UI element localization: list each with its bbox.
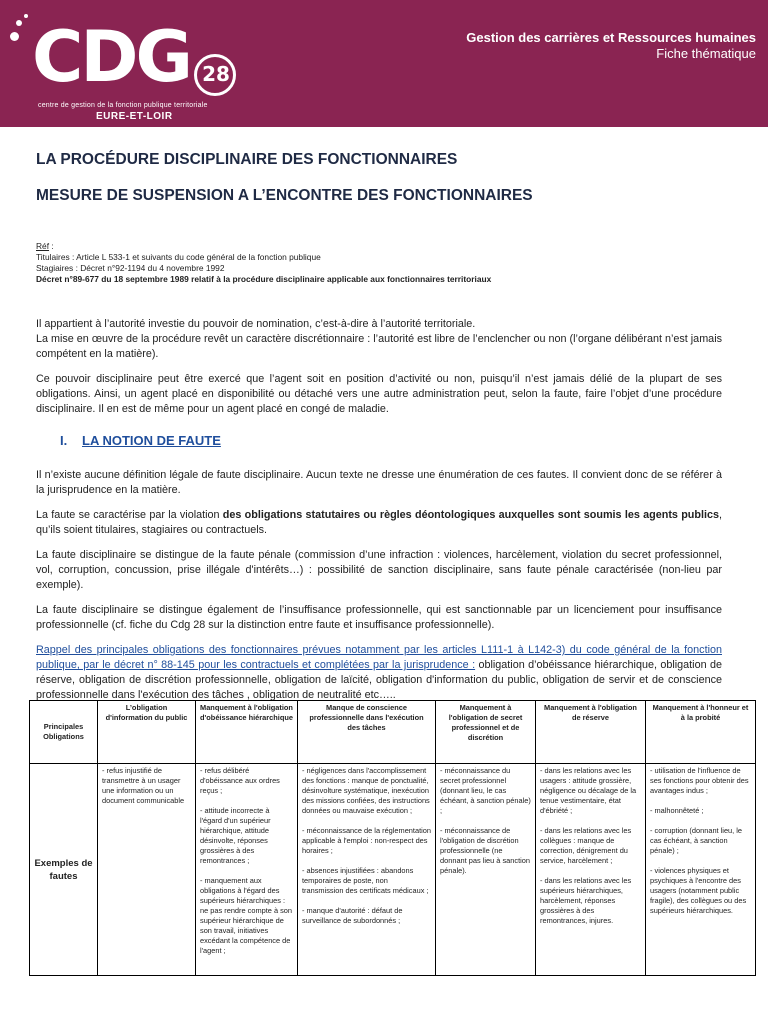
cell-item: - malhonnêteté ; [650,806,704,815]
ref-label-suffix: : [49,241,54,251]
section-label: LA NOTION DE FAUTE [82,433,221,448]
header-title: Gestion des carrières et Ressources humaines [466,30,756,45]
document-body [36,148,722,703]
cell-item: - attitude incorrecte à l'égard d'un supérieur hiérarchique, attitude désinvolte, réponses grossières à des remontrances ; [200,806,271,865]
table-header: Manquement à l'obligation de réserve [536,701,646,764]
cell-item: - dans les relations avec les supérieurs hiérarchiques, harcèlement, réponses grossières à des remontrances, injures. [540,876,632,925]
ref-line: Décret n°89-677 du 18 septembre 1989 relatif à la procédure disciplinaire applicable aux fonctionnaires territoriaux [36,274,492,284]
logo-text: CDG [32,16,190,98]
para-text: La faute se caractérise par la violation [36,509,223,521]
logo-region: EURE-ET-LOIR [96,111,173,122]
paragraph [36,508,722,538]
ref-line: Titulaires : Article L 533-1 et suivants du code général de la fonction publique [36,252,321,262]
ref-line: Stagiaires : Décret n°92-1194 du 4 novembre 1992 [36,263,225,273]
cell-item: - absences injustifiées : abandons temporaires de poste, non transmission des certificats médicaux ; [302,866,429,895]
cell-item: - méconnaissance de la réglementation applicable à l'emploi : non-respect des horaires ; [302,826,432,855]
para-text: , qu’ils soient titulaires, stagiaires ou contractuels. [36,509,722,536]
obligations-table [29,700,756,976]
logo-dot [16,20,22,26]
table-header: L’obligation d'information du public [98,701,196,764]
cell-item: - dans les relations avec les collègues : manque de correction, dénigrement du service, harcèlement ; [540,826,632,865]
paragraph: La faute disciplinaire se distingue de la faute pénale (commission d’une infraction : violences, harcèlement, violation du secret professionnel, vol, corruption, concussion, prise illégale d'intérêts…) : possibilité de sanction disciplinaire, sans faute pénale caractérisée (non-lieu par exemple). [36,549,722,591]
references [36,241,722,285]
doc-subtitle: MESURE DE SUSPENSION A L’ENCONTRE DES FONCTIONNAIRES [36,187,533,204]
cell-item: - violences physiques et psychiques à l'encontre des usagers (notamment public fragile), des collègues ou des supérieurs hiérarchiques. [650,866,747,915]
logo-dot [10,32,19,41]
para-text: obligation d’obéissance hiérarchique, obligation de réserve, obligation de discrétion professionnelle, obligation de laïcité, obligation d'information du public, obligation de servir et de conscience professionnelle dans l'exécution des tâches , obligation de neutralité etc….. [36,659,722,701]
cdg-logo [10,14,240,122]
ref-label: Réf [36,241,50,251]
table-row [30,764,756,976]
table-cell [436,764,536,976]
header-subtitle: Fiche thématique [656,46,756,61]
table-cell [98,764,196,976]
doc-title: LA PROCÉDURE DISCIPLINAIRE DES FONCTIONNAIRES [36,151,458,168]
table-header: Manquement à l'obligation d'obéissance hiérarchique [196,701,298,764]
table-cell [646,764,756,976]
cell-item: - manque d'autorité : défaut de surveillance de subordonnés ; [302,906,403,925]
cell-item: - méconnaissance de l'obligation de discrétion professionnelle (ne donnant pas lieu à sanction pénale). [440,826,530,875]
logo-subtitle: centre de gestion de la fonction publique territoriale [38,102,208,109]
cell-item: - refus délibéré d'obéissance aux ordres reçus ; [200,766,280,795]
page-header [0,0,768,127]
paragraph: La faute disciplinaire se distingue également de l’insuffisance professionnelle, qui est sanctionnable par un licenciement pour insuffisance professionnelle (cf. fiche du Cdg 28 sur la distinction entre faute et insuffisance professionnelle). [36,604,722,631]
cell-item: - négligences dans l'accomplissement des fonctions : manque de ponctualité, désinvolture systématique, inexécution des missions confiées, des instructions données ou mauvaise exécution ; [302,766,430,815]
cell-item: - refus injustifié de transmettre à un usager une information ou un document communicable [102,766,185,805]
paragraph: La mise en œuvre de la procédure revêt un caractère discrétionnaire : l’autorité est libre de l’enclencher ou non (l’organe délibérant n’est jamais compétent en la matière). [36,333,722,360]
ref-heading [36,241,722,252]
underlined-text: Rappel des principales obligations des fonctionnaires prévues notamment par les articles L111-1 à L142-3) du code général de la fonction publique, par le décret n° 88-145 pour les contractuels et complétées par la jurisprudence : [36,644,722,671]
table-header: Manquement à l'obligation de secret professionnel et de discrétion [436,701,536,764]
table-cell [196,764,298,976]
table-cell [298,764,436,976]
cell-item: - corruption (donnant lieu, le cas échéant, à sanction pénale) ; [650,826,743,855]
table-header: Manquement à l'honneur et à la probité [646,701,756,764]
paragraph: Il n’existe aucune définition légale de faute disciplinaire. Aucun texte ne dresse une énumération de ces fautes. Il convient donc de se référer à la jurisprudence en la matière. [36,469,722,496]
logo-number: 28 [202,62,230,86]
table-header-row [30,701,756,764]
section-heading [60,433,722,448]
section-number: I. [60,433,68,448]
cell-item: - méconnaissance du secret professionnel (donnant lieu, le cas échéant, à sanction pénale) ; [440,766,531,815]
table-header: Manque de conscience professionnelle dans l'exécution des tâches [298,701,436,764]
paragraph: Il appartient à l’autorité investie du pouvoir de nomination, c’est-à-dire à l’autorité territoriale. [36,318,476,330]
cell-item: - utilisation de l'influence de ses fonctions pour obtenir des avantages indus ; [650,766,749,795]
cell-item: - dans les relations avec les usagers : attitude grossière, négligence ou décalage de la tenue vestimentaire, état d'ébriété ; [540,766,637,815]
logo-dot [24,14,28,18]
paragraph [36,643,722,703]
table-cell [536,764,646,976]
row-label: Exemples de fautes [30,764,98,976]
table-header: Principales Obligations [30,701,98,764]
para-bold-text: des obligations statutaires ou règles déontologiques auxquelles sont soumis les agents publics [222,509,719,521]
paragraph: Ce pouvoir disciplinaire peut être exercé que l’agent soit en position d’activité ou non, puisqu’il n’est jamais délié de la plupart de ses obligations. Ainsi, un agent placé en disponibilité ou détaché vers une autre administration peut, selon la faute, faire l’objet d’une procédure disciplinaire. Il en est de même pour un agent placé en congé de maladie. [36,373,722,415]
cell-item: - manquement aux obligations à l'égard des supérieurs hiérarchiques : ne pas rendre compte à son supérieur hiérarchique de son travail, initiatives excédant la compétence de l'agent ; [200,876,293,955]
